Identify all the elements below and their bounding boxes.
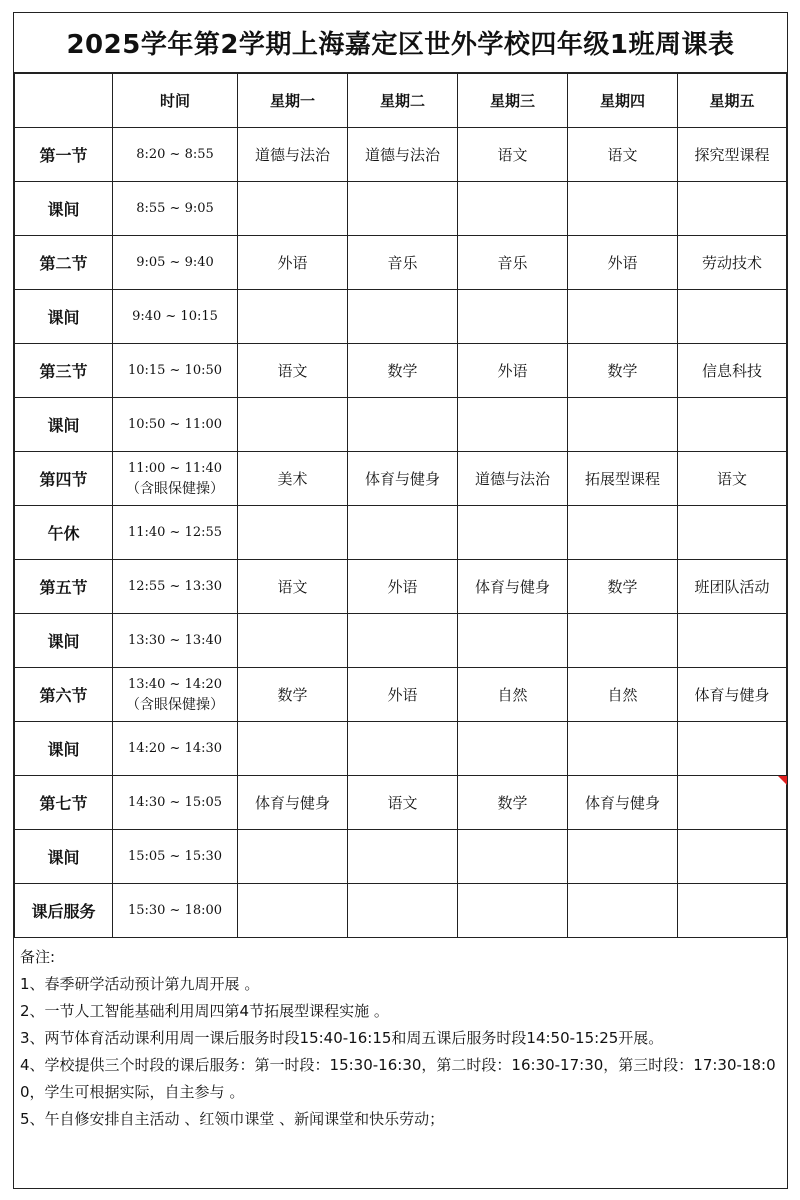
subject-cell-thursday bbox=[568, 290, 678, 344]
table-row bbox=[15, 182, 787, 236]
table-row bbox=[15, 236, 787, 290]
table-row bbox=[15, 452, 787, 506]
subject-cell-tuesday bbox=[348, 884, 458, 938]
period-time: 11:40 ~ 12:55 bbox=[127, 524, 223, 540]
period-time: 13:40 ~ 14:20 bbox=[127, 676, 223, 692]
note-item-5: 5、午自修安排自主活动 、红领巾课堂 、新闻课堂和快乐劳动； bbox=[20, 1110, 445, 1128]
period-time: 10:15 ~ 10:50 bbox=[127, 362, 223, 378]
table-row bbox=[15, 614, 787, 668]
subject-cell-tuesday bbox=[348, 398, 458, 452]
subject-cell-tuesday bbox=[348, 722, 458, 776]
subject-cell-monday bbox=[238, 398, 348, 452]
subject-cell-tuesday bbox=[348, 290, 458, 344]
subject-cell-monday bbox=[238, 884, 348, 938]
subject-cell-friday bbox=[678, 830, 787, 884]
header-monday: 星期一 bbox=[238, 74, 348, 128]
subject-cell-monday: 语文 bbox=[238, 560, 348, 614]
header-time: 时间 bbox=[113, 74, 238, 128]
subject-cell-tuesday: 道德与法治 bbox=[348, 128, 458, 182]
period-label: 午休 bbox=[15, 506, 113, 560]
subject-cell-friday bbox=[678, 182, 787, 236]
subject-cell-friday: 班团队活动 bbox=[678, 560, 787, 614]
period-label: 课间 bbox=[15, 182, 113, 236]
table-row bbox=[15, 668, 787, 722]
header-wednesday: 星期三 bbox=[458, 74, 568, 128]
period-label: 第一节 bbox=[15, 128, 113, 182]
subject-cell-monday bbox=[238, 830, 348, 884]
subject-cell-monday: 外语 bbox=[238, 236, 348, 290]
period-time: 9:05 ~ 9:40 bbox=[136, 254, 214, 270]
table-row bbox=[15, 722, 787, 776]
period-time-cell bbox=[113, 560, 238, 614]
subject-cell-wednesday: 体育与健身 bbox=[458, 560, 568, 614]
subject-cell-thursday bbox=[568, 722, 678, 776]
note-item-4: 4、学校提供三个时段的课后服务：第一时段：15:30-16:30，第二时段：16:30-17:30，第三时段：17:30-18:00，学生可根据实际，自主参与 。 bbox=[20, 1056, 776, 1101]
period-time-cell bbox=[113, 236, 238, 290]
period-time-cell bbox=[113, 722, 238, 776]
subject-cell-wednesday bbox=[458, 506, 568, 560]
subject-cell-thursday bbox=[568, 614, 678, 668]
subject-cell-friday bbox=[678, 614, 787, 668]
subject-cell-tuesday: 体育与健身 bbox=[348, 452, 458, 506]
period-label: 第四节 bbox=[15, 452, 113, 506]
subject-cell-wednesday bbox=[458, 722, 568, 776]
table-row bbox=[15, 506, 787, 560]
comment-marker-icon bbox=[778, 776, 787, 785]
period-time-cell bbox=[113, 776, 238, 830]
subject-cell-wednesday bbox=[458, 290, 568, 344]
subject-cell-monday: 语文 bbox=[238, 344, 348, 398]
table-row bbox=[15, 830, 787, 884]
subject-cell-wednesday: 自然 bbox=[458, 668, 568, 722]
period-label: 第六节 bbox=[15, 668, 113, 722]
period-label: 第五节 bbox=[15, 560, 113, 614]
timetable-sheet bbox=[13, 12, 788, 1189]
subject-cell-wednesday bbox=[458, 830, 568, 884]
period-label: 课间 bbox=[15, 722, 113, 776]
subject-cell-tuesday: 语文 bbox=[348, 776, 458, 830]
subject-cell-tuesday: 外语 bbox=[348, 560, 458, 614]
table-row bbox=[15, 884, 787, 938]
period-time-cell bbox=[113, 182, 238, 236]
subject-cell-thursday bbox=[568, 398, 678, 452]
period-time-cell bbox=[113, 506, 238, 560]
note-item-2: 2、一节人工智能基础利用周四第4节拓展型课程实施 。 bbox=[20, 1002, 389, 1020]
subject-cell-friday bbox=[678, 722, 787, 776]
table-row bbox=[15, 128, 787, 182]
period-label: 第七节 bbox=[15, 776, 113, 830]
table-row bbox=[15, 344, 787, 398]
subject-cell-tuesday bbox=[348, 182, 458, 236]
period-time-cell bbox=[113, 452, 238, 506]
subject-cell-tuesday: 数学 bbox=[348, 344, 458, 398]
period-time-note: （含眼保健操） bbox=[126, 696, 224, 713]
period-label: 课间 bbox=[15, 290, 113, 344]
period-time: 15:05 ~ 15:30 bbox=[127, 848, 223, 864]
subject-cell-monday bbox=[238, 722, 348, 776]
subject-cell-monday bbox=[238, 290, 348, 344]
period-label: 课后服务 bbox=[15, 884, 113, 938]
subject-cell-tuesday bbox=[348, 506, 458, 560]
header-thursday: 星期四 bbox=[568, 74, 678, 128]
subject-cell-thursday: 外语 bbox=[568, 236, 678, 290]
subject-cell-friday bbox=[678, 506, 787, 560]
subject-cell-wednesday: 数学 bbox=[458, 776, 568, 830]
subject-cell-tuesday bbox=[348, 830, 458, 884]
period-time-cell bbox=[113, 830, 238, 884]
header-row bbox=[15, 74, 787, 128]
subject-cell-friday: 信息科技 bbox=[678, 344, 787, 398]
timetable-body bbox=[15, 74, 787, 938]
subject-cell-monday: 道德与法治 bbox=[238, 128, 348, 182]
subject-cell-wednesday: 道德与法治 bbox=[458, 452, 568, 506]
period-time-cell bbox=[113, 668, 238, 722]
period-time: 13:30 ~ 13:40 bbox=[127, 632, 223, 648]
period-time-cell bbox=[113, 290, 238, 344]
subject-cell-friday bbox=[678, 884, 787, 938]
subject-cell-wednesday: 外语 bbox=[458, 344, 568, 398]
subject-cell-thursday: 体育与健身 bbox=[568, 776, 678, 830]
subject-cell-friday: 语文 bbox=[678, 452, 787, 506]
header-corner bbox=[15, 74, 113, 128]
period-label: 第二节 bbox=[15, 236, 113, 290]
subject-cell-thursday bbox=[568, 506, 678, 560]
notes-heading: 备注: bbox=[20, 948, 56, 966]
subject-cell-tuesday: 外语 bbox=[348, 668, 458, 722]
subject-cell-thursday bbox=[568, 884, 678, 938]
period-time-cell bbox=[113, 344, 238, 398]
table-row bbox=[15, 398, 787, 452]
subject-cell-wednesday: 语文 bbox=[458, 128, 568, 182]
period-label: 第三节 bbox=[15, 344, 113, 398]
subject-cell-monday bbox=[238, 182, 348, 236]
subject-cell-tuesday bbox=[348, 614, 458, 668]
subject-cell-monday: 数学 bbox=[238, 668, 348, 722]
subject-cell-thursday: 拓展型课程 bbox=[568, 452, 678, 506]
header-friday: 星期五 bbox=[678, 74, 787, 128]
subject-cell-thursday: 数学 bbox=[568, 560, 678, 614]
subject-cell-friday bbox=[678, 776, 787, 830]
subject-cell-tuesday: 音乐 bbox=[348, 236, 458, 290]
page-title: 2025学年第2学期上海嘉定区世外学校四年级1班周课表 bbox=[14, 13, 787, 73]
subject-cell-thursday bbox=[568, 182, 678, 236]
period-time: 10:50 ~ 11:00 bbox=[127, 416, 223, 432]
subject-cell-thursday: 语文 bbox=[568, 128, 678, 182]
subject-cell-friday: 探究型课程 bbox=[678, 128, 787, 182]
period-time: 15:30 ~ 18:00 bbox=[127, 902, 223, 918]
note-item-1: 1、春季研学活动预计第九周开展 。 bbox=[20, 975, 260, 993]
table-row bbox=[15, 776, 787, 830]
subject-cell-friday bbox=[678, 290, 787, 344]
period-time: 9:40 ~ 10:15 bbox=[132, 308, 218, 324]
subject-cell-monday: 美术 bbox=[238, 452, 348, 506]
subject-cell-friday: 劳动技术 bbox=[678, 236, 787, 290]
header-tuesday: 星期二 bbox=[348, 74, 458, 128]
period-time-cell bbox=[113, 128, 238, 182]
subject-cell-wednesday bbox=[458, 182, 568, 236]
table-row bbox=[15, 560, 787, 614]
period-time: 8:55 ~ 9:05 bbox=[136, 200, 214, 216]
period-label: 课间 bbox=[15, 830, 113, 884]
subject-cell-wednesday bbox=[458, 884, 568, 938]
period-time-cell bbox=[113, 884, 238, 938]
subject-cell-friday: 体育与健身 bbox=[678, 668, 787, 722]
period-time-cell bbox=[113, 398, 238, 452]
subject-cell-monday bbox=[238, 506, 348, 560]
subject-cell-thursday: 自然 bbox=[568, 668, 678, 722]
period-time-cell bbox=[113, 614, 238, 668]
subject-cell-monday bbox=[238, 614, 348, 668]
timetable-grid bbox=[14, 73, 787, 938]
subject-cell-thursday: 数学 bbox=[568, 344, 678, 398]
subject-cell-thursday bbox=[568, 830, 678, 884]
period-time-note: （含眼保健操） bbox=[126, 480, 224, 497]
period-time: 14:30 ~ 15:05 bbox=[127, 794, 223, 810]
subject-cell-friday bbox=[678, 398, 787, 452]
notes-section bbox=[14, 938, 787, 1133]
period-time: 8:20 ~ 8:55 bbox=[136, 146, 214, 162]
subject-cell-wednesday: 音乐 bbox=[458, 236, 568, 290]
table-row bbox=[15, 290, 787, 344]
subject-cell-wednesday bbox=[458, 614, 568, 668]
subject-cell-wednesday bbox=[458, 398, 568, 452]
subject-cell-monday: 体育与健身 bbox=[238, 776, 348, 830]
period-time: 14:20 ~ 14:30 bbox=[127, 740, 223, 756]
period-label: 课间 bbox=[15, 398, 113, 452]
note-item-3: 3、两节体育活动课利用周一课后服务时段15:40-16:15和周五课后服务时段14:50-15:25开展。 bbox=[20, 1029, 664, 1047]
period-time: 12:55 ~ 13:30 bbox=[127, 578, 223, 594]
period-time: 11:00 ~ 11:40 bbox=[127, 460, 223, 476]
period-label: 课间 bbox=[15, 614, 113, 668]
